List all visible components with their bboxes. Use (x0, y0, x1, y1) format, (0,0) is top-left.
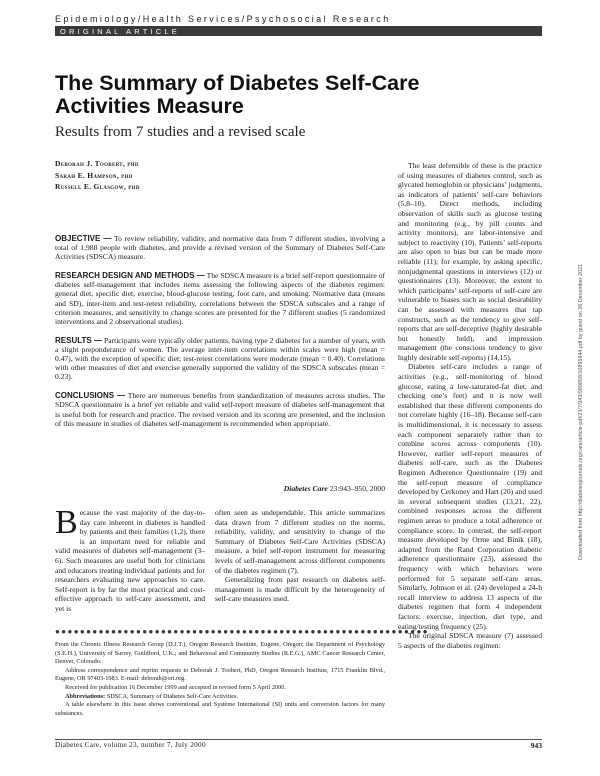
footnote-units: A table elsewhere in this issue shows conventional and Système International (SI) units and conversion factors for many substances. (55, 701, 385, 717)
article-subtitle: Results from 7 studies and a revised scale (55, 124, 306, 140)
author-1: Deborah J. Toobert, phd (55, 159, 139, 168)
results-heading: RESULTS — (55, 335, 103, 345)
author-3: Russell E. Glasgow, phd (55, 182, 140, 191)
methods-text: The SDSCA measure is a brief self-report questionnaire of diabetes self-management that includes items assessing the following aspects of the diabetes regimen: general diet, specific diet, exercise, blood-glucose testing, foot care, and smoking. Normative data (means and SD), inter-item and test-retest reliability, correlations between the SDSCA subscales and a range of criterion measures, and sensitivity to change scores are presented for the 7 different studies (5 randomized interventions and 2 observational studies). (55, 271, 386, 326)
abstract-conclusions (55, 391, 385, 427)
footnote-abbreviations (55, 693, 385, 702)
abstract (55, 234, 385, 438)
abstract-methods (55, 271, 385, 326)
author-2: Sarah E. Hampson, phd (55, 170, 133, 180)
intro-text: ecause the vast majority of the day-to-day care inherent in diabetes is handled by patients and their families (1,2), there is an important need for reliable and valid measures of diabetes self-management (3–6). Such measures are useful both for clinicians and educators treating individual patients and for researchers evaluating new approaches to care. Self-report is by far the most practical and cost-effective approach to self-care assessment, and yet is (55, 508, 205, 613)
body-column-2 (215, 508, 385, 604)
objective-heading: OBJECTIVE — (55, 234, 112, 243)
footnotes (55, 641, 385, 718)
conclusions-heading: CONCLUSIONS — (55, 391, 126, 401)
body-paragraph: often seen as undependable. This article summarizes data drawn from 7 different studies on the norms, reliability, validity, and sensitivity to change of the Summary of Diabetes Self-Care Activities (SDSCA) measure, a brief self-report instrument for measuring levels of self-management across different components of the diabetes regimen (7). (215, 508, 385, 575)
footnote-affiliation: From the Chronic Illness Research Group (D.J.T.), Oregon Research Institute, Eugene, Oregon; the Department of Psychology (S.E.H.), University of Surrey, Guildford, U.K.; and Behavioral and Community Studies (R.E.G.), AMC Cancer Research Center, Denver, Colorado. (55, 641, 385, 666)
footer-rule (55, 739, 542, 740)
body-paragraph: Generalizing from past research on diabetes self-management is made difficult by the heterogeneity of self-care measures used. (215, 575, 385, 604)
body-paragraph: The least defensible of these is the practice of using measures of diabetes control, such as glycated hemoglobin or physicians’ judgments, as indicators of patients’ self-care behaviors (5,8–10). Direct methods, including observation of skills such as glucose testing and monitoring (e.g., by pill counts and activity monitors), are labor-intensive and subject to reactivity (10). Patients’ self-reports are also open to bias but can be made more reliable (11); for example, by asking specific, nonjudgmental questions in interviews (12) or questionnaires (13). Moreover, the extent to which participants’ self-reports of self-care are vulnerable to biases such as social desirability can be assessed with measures that tap constructs, such as the tendency to give self-reports that are self-deceptive (highly desirable but honestly held), and impression management (the conscious tendency to give highly desirable self-reports) (14,15). (398, 161, 542, 362)
conclusions-text: There are numerous benefits from standardization of measures across studies. The SDSCA questionnaire is a brief yet reliable and valid self-report measure of diabetes self-management that is useful both for research and practice. The revised version and its scoring are presented, and the inclusion of this measure in studies of diabetes self-management is recommended when appropriate. (55, 391, 385, 428)
download-watermark-text: Downloaded from http://diabetesjournals.org/care/article-pdf/23/7/943/589858/10895844.pdf by guest on 26 December 2021 (578, 263, 584, 560)
drop-cap: B (55, 504, 78, 541)
intro-paragraph (55, 504, 205, 614)
download-watermark (575, 220, 589, 560)
citation-ref: 23:943–950, 2000 (329, 484, 385, 493)
citation (55, 484, 385, 493)
footnote-received: Received for publication 16 December 1999 and accepted in revised form 5 April 2000. (65, 683, 287, 691)
article-title: The Summary of Diabetes Self-Care Activities Measure (55, 71, 420, 118)
abstract-results (55, 336, 385, 381)
abstract-objective (55, 234, 385, 261)
footer-journal: Diabetes Care, volume 23, number 7, July 2000 (55, 741, 206, 749)
abbreviations-label: Abbreviations: (65, 692, 106, 700)
objective-text: To review reliability, validity, and normative data from 7 different studies, involving a total of 1,988 people with diabetes, and provide a revised version of the Summary of Diabetes Self-Care Activities (SDSCA) measure. (55, 234, 386, 262)
footnote-address: Address correspondence and reprint requests to Deborah J. Toobert, PhD, Oregon Research Institute, 1715 Franklin Blvd., Eugene, OR 97403-1983. E-mail: deborah@ori.org. (55, 666, 385, 683)
page-number: 943 (530, 741, 542, 750)
body-column-3 (398, 161, 542, 650)
body-paragraph: Diabetes self-care includes a range of activities (e.g., self-monitoring of blood glucose, eating a low-saturated-fat diet, and checking one’s feet) and it is now well established that these different components do not correlate highly (16–18). Because self-care is multidimensional, it is necessary to assess each component separately rather than to combine scores across components (10). However, earlier self-report measures of diabetes self-care, such as the Diabetes Regimen Adherence Questionnaire (19) and the self-report measure of compliance developed by Cerkoney and Hart (20) and used in several subsequent studies (13,21, 22), combined responses across the different regimen areas to produce a total adherence or compliance score. In contrast, the self-report measure developed by Orme and Binik (18), adapted from the Rand Corporation diabetic adherence questionnaire (23), assessed the frequency with which behaviors were performed for 5 separate self-care areas. Similarly, Johnson et al. (24) developed a 24-h recall interview to address 13 aspects of the diabetes regimen that form 4 independent factors: exercise, injection, diet type, and eating/testing frequency (25). (398, 362, 542, 631)
original-article-label: ORIGINAL ARTICLE (60, 26, 180, 36)
abbreviations-text: SDSCA, Summary of Diabetes Self-Care Activities. (106, 692, 239, 700)
section-header: Epidemiology/Health Services/Psychosocial Research (55, 14, 391, 24)
body-paragraph: The original SDSCA measure (7) assessed 5 aspects of the diabetes regimen: (398, 631, 542, 650)
body-column-1 (55, 504, 205, 614)
methods-heading: RESEARCH DESIGN AND METHODS — (55, 271, 205, 281)
results-text: Participants were typically older patients, having type 2 diabetes for a number of years, with a slight preponderance of women. The average inter-item correlations within scales were high (mean = 0.47), with the exception of specific diet; test-retest correlations were moderate (mean = 0.40). Correlations with other measures of diet and exercise generally supported the validity of the SDSCA subscales (mean = 0.23). (55, 335, 386, 382)
author-list (55, 158, 140, 193)
dotted-divider: ●●●●●●●●●●●●●●●●●●●●●●●●●●●●●●●●●●●●●●●●●●●●●●●●●●●●●●●●●●●● (55, 627, 429, 636)
citation-journal: Diabetes Care (283, 484, 328, 493)
